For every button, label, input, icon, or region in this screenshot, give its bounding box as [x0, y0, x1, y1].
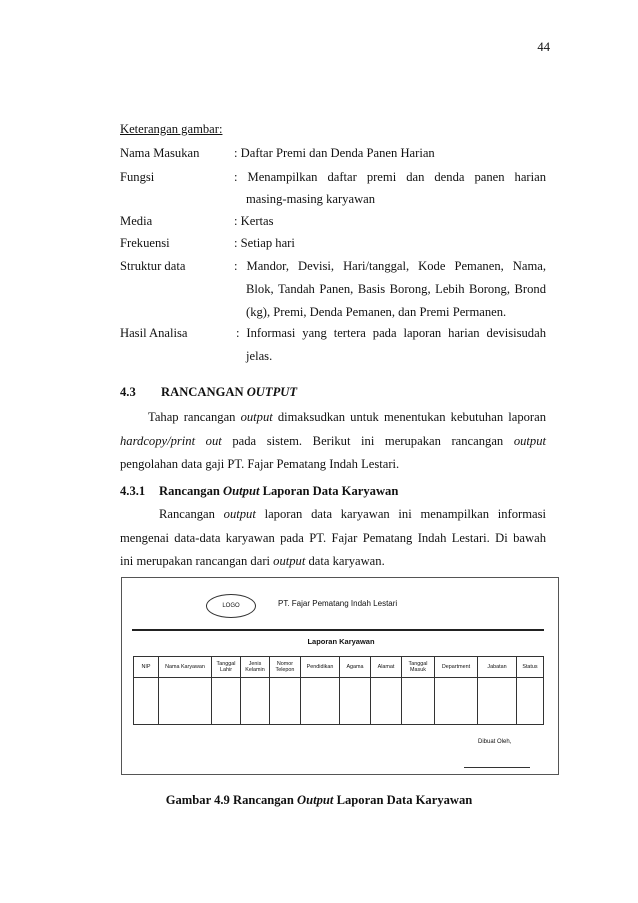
- table-cell: [212, 678, 241, 725]
- text-run: ini merupakan rancangan dari: [120, 554, 274, 568]
- table-cell: [402, 678, 435, 725]
- text-run: laporan data karyawan ini menampilkan informasi: [255, 507, 546, 521]
- row-value: : Informasi yang tertera pada laporan harian devisisudah: [236, 326, 546, 340]
- table-cell: [241, 678, 270, 725]
- row-value-cont: jelas.: [246, 349, 273, 363]
- table-row: [134, 678, 544, 725]
- page-number: 44: [537, 40, 550, 54]
- table-cell: [435, 678, 478, 725]
- row-value: : Setiap hari: [234, 236, 295, 250]
- text-run: Laporan Data Karyawan: [259, 484, 399, 498]
- table-cell: [517, 678, 544, 725]
- row-value: : Menampilkan daftar premi dan denda panen harian: [234, 170, 546, 184]
- section-para-line-3: pengolahan data gaji PT. Fajar Pematang Indah Lestari.: [120, 457, 400, 471]
- row-label: Fungsi: [120, 170, 155, 184]
- row-value: : Kertas: [234, 214, 274, 228]
- col-header: Alamat: [371, 657, 402, 678]
- row-label: Media: [120, 214, 153, 228]
- report-mockup-figure: [121, 577, 559, 775]
- row-label: Frekuensi: [120, 236, 170, 250]
- row-label: Struktur data: [120, 259, 186, 273]
- table-cell: [478, 678, 517, 725]
- col-header: NIP: [134, 657, 159, 678]
- table-cell: [270, 678, 301, 725]
- row-label: Hasil Analisa: [120, 326, 188, 340]
- text-run-italic: output: [223, 507, 256, 521]
- table-header-row: [134, 657, 544, 678]
- text-run: Tahap rancangan: [148, 410, 241, 424]
- table-cell: [301, 678, 340, 725]
- section-title-italic: OUTPUT: [246, 385, 298, 399]
- col-header: Status: [517, 657, 544, 678]
- text-run-italic: Output: [223, 484, 260, 498]
- figure-caption: [0, 793, 638, 808]
- col-header: Department: [435, 657, 478, 678]
- col-header: Tanggal Lahir: [212, 657, 241, 678]
- header-rule: [132, 629, 544, 631]
- company-name: PT. Fajar Pematang Indah Lestari: [278, 599, 398, 608]
- table-cell: [371, 678, 402, 725]
- text-run: pada sistem. Berikut ini merupakan rancangan: [221, 434, 514, 448]
- row-value-cont: Blok, Tandah Panen, Basis Borong, Lebih Borong, Brond: [246, 282, 546, 296]
- signature-line: [464, 767, 530, 768]
- col-header: Nama Karyawan: [159, 657, 212, 678]
- row-label: Nama Masukan: [120, 146, 200, 160]
- text-run: dimaksudkan untuk menentukan kebutuhan laporan: [272, 410, 546, 424]
- text-run-italic: output: [240, 410, 273, 424]
- row-value: : Daftar Premi dan Denda Panen Harian: [234, 146, 435, 160]
- text-run-italic: Output: [297, 793, 334, 807]
- col-header: Agama: [340, 657, 371, 678]
- subsection-para-line-3: [120, 554, 385, 569]
- signed-by-label: Dibuat Oleh,: [478, 739, 512, 745]
- text-run: data karyawan.: [305, 554, 385, 568]
- row-value-cont: masing-masing karyawan: [246, 192, 376, 206]
- table-cell: [134, 678, 159, 725]
- col-header: Nomor Telepon: [270, 657, 301, 678]
- section-para-line-1: [148, 410, 546, 425]
- row-value-cont: (kg), Premi, Denda Pemanen, dan Premi Permanen.: [246, 305, 507, 319]
- section-para-line-2: [120, 434, 546, 449]
- subsection-para-line-2: mengenai data-data karyawan pada PT. Fajar Pematang Indah Lestari. Di bawah: [120, 531, 546, 545]
- table-cell: [159, 678, 212, 725]
- text-run: Rancangan: [159, 507, 224, 521]
- report-table: [133, 656, 544, 725]
- col-header: Pendidikan: [301, 657, 340, 678]
- subsection-number: 4.3.1: [120, 484, 146, 498]
- report-title: Laporan Karyawan: [307, 637, 375, 646]
- text-run: Laporan Data Karyawan: [333, 793, 473, 807]
- col-header: Jenis Kelamin: [241, 657, 270, 678]
- row-value: : Mandor, Devisi, Hari/tanggal, Kode Pemanen, Nama,: [234, 259, 546, 273]
- keterangan-heading: Keterangan gambar:: [120, 122, 223, 136]
- section-number: 4.3: [120, 385, 136, 399]
- subsection-para-line-1: [159, 507, 546, 522]
- section-title-plain: RANCANGAN: [161, 385, 247, 399]
- subsection-title: [159, 484, 398, 499]
- col-header: Jabatan: [478, 657, 517, 678]
- section-title: [161, 385, 297, 400]
- table-cell: [340, 678, 371, 725]
- text-run-italic: hardcopy/print out: [120, 434, 222, 448]
- text-run: Rancangan: [159, 484, 224, 498]
- logo-placeholder: LOGO: [206, 594, 256, 618]
- col-header: Tanggal Masuk: [402, 657, 435, 678]
- text-run-italic: output: [513, 434, 546, 448]
- text-run-italic: output: [273, 554, 306, 568]
- text-run: Gambar 4.9 Rancangan: [165, 793, 298, 807]
